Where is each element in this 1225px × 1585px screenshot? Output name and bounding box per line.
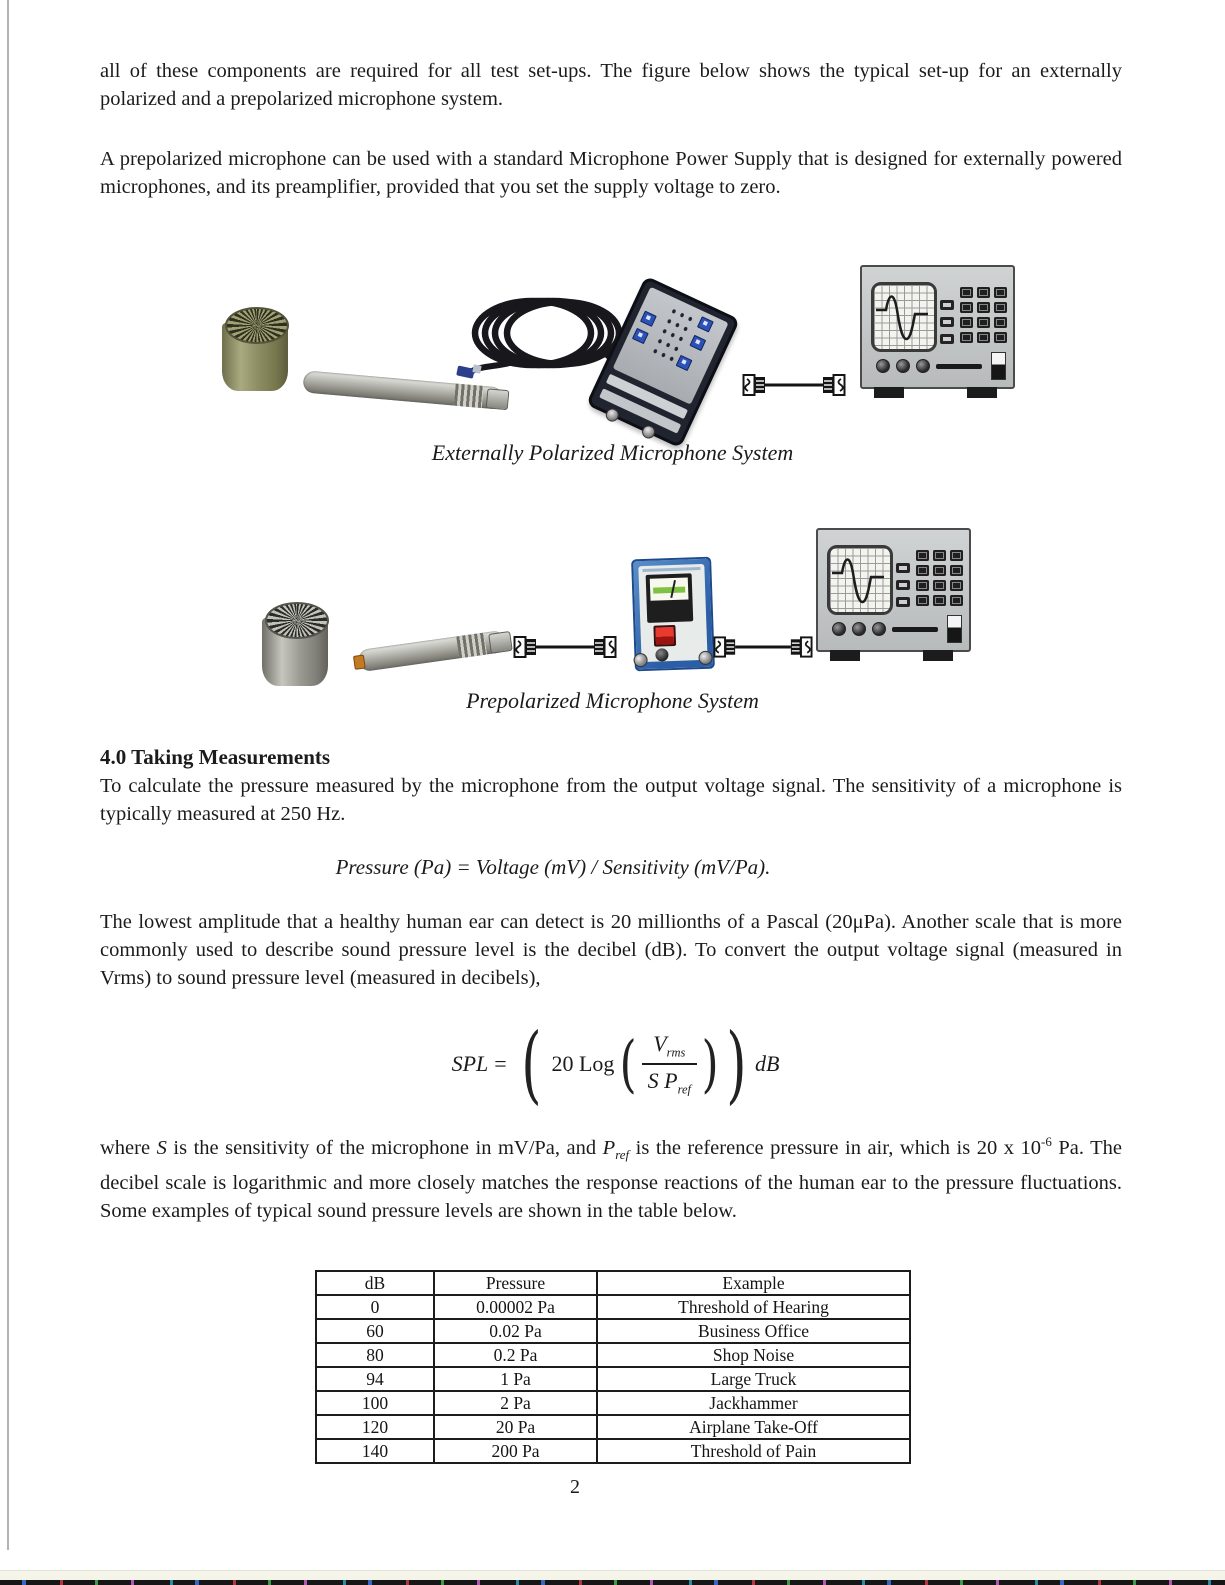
- analyzer-knob: [832, 622, 846, 636]
- analyzer-soft-button: [940, 317, 954, 327]
- bnc-connector-icon: [791, 637, 812, 656]
- scan-bottom-band: [0, 1570, 1225, 1580]
- figure-externally-polarized: [0, 255, 1225, 455]
- page-number: 2: [570, 1476, 580, 1498]
- analyzer-foot: [874, 387, 904, 398]
- intro-paragraph-2: A prepolarized microphone can be used with a standard Microphone Power Supply that is designed for externally powered microphones, and its preamplifier, provided that you set the supply voltage to zero.: [100, 148, 1122, 198]
- bnc-cable: [513, 632, 617, 662]
- analyzer-knob: [852, 622, 866, 636]
- preamp-connector-tip: [488, 631, 513, 654]
- waveform-trace: [830, 548, 886, 608]
- device-label: [642, 567, 700, 572]
- signal-analyzer: [860, 265, 1015, 389]
- red-power-switch: [653, 625, 676, 647]
- analog-meter: [646, 573, 694, 623]
- table-row: 120 20 Pa Airplane Take-Off: [316, 1415, 910, 1439]
- analyzer-slot: [936, 364, 982, 369]
- waveform-trace: [874, 285, 930, 345]
- analyzer-power-switch: [991, 352, 1006, 380]
- intro-paragraph-1: all of these components are required for all test set-ups. The figure below shows the typical set-up for an externally polarized and a prepolarized microphone system.: [100, 60, 1122, 110]
- power-supply-button: [676, 355, 693, 371]
- equals-sign: =: [494, 1051, 507, 1076]
- scan-noise-strip: [0, 1580, 1225, 1585]
- analyzer-soft-button: [940, 334, 954, 344]
- power-supply-button: [689, 335, 706, 351]
- spl-lhs: SPL: [451, 1051, 489, 1076]
- figure-prepolarized: [0, 520, 1225, 695]
- preamp-connector-tip: [486, 388, 510, 410]
- microphone-capsule: [222, 307, 288, 391]
- col-header-pressure: Pressure: [434, 1271, 597, 1295]
- bnc-output-jack: [640, 423, 657, 440]
- right-parenthesis: ): [726, 1015, 747, 1113]
- preamp-collar: [454, 384, 484, 408]
- spl-formula: [0, 1016, 1225, 1112]
- bnc-output-jack: [604, 406, 621, 423]
- preamp-contact-pin: [353, 655, 366, 670]
- table-row: 94 1 Pa Large Truck: [316, 1367, 910, 1391]
- analyzer-keypad: [916, 550, 963, 606]
- analyzer-knob: [876, 359, 890, 373]
- analyzer-front-panel: [816, 528, 971, 652]
- bnc-connector-icon: [594, 637, 616, 657]
- analyzer-power-switch: [947, 615, 962, 643]
- analyzer-foot: [967, 387, 997, 398]
- spl-coefficient: 20 Log: [551, 1051, 615, 1076]
- col-header-example: Example: [597, 1271, 910, 1295]
- analyzer-knob: [872, 622, 886, 636]
- analyzer-keypad: [960, 287, 1007, 343]
- left-parenthesis: (: [520, 1015, 542, 1113]
- pressure-formula: Pressure (Pa) = Voltage (mV) / Sensitivity (mV/Pa).: [335, 855, 771, 879]
- analyzer-screen: [871, 282, 937, 352]
- figure1-caption: Externally Polarized Microphone System: [431, 440, 794, 465]
- power-supply-button: [632, 328, 649, 344]
- microphone-grid-cap: [265, 602, 329, 639]
- analyzer-knob: [896, 359, 910, 373]
- analyzer-knob: [916, 359, 930, 373]
- pref-symbol: P: [602, 1136, 616, 1159]
- microphone-preamplifier: [357, 630, 507, 672]
- spl-unit: dB: [754, 1051, 780, 1076]
- analyzer-front-panel: [860, 265, 1015, 389]
- meter-dial: [650, 577, 689, 600]
- table-row: 0 0.00002 Pa Threshold of Hearing: [316, 1295, 910, 1319]
- table-row: 80 0.2 Pa Shop Noise: [316, 1343, 910, 1367]
- measurements-paragraph-3: where S is the sensitivity of the microphone in mV/Pa, and $P_{ref}$ is the reference pressure in air, which is 20 x $10^{-6}$ Pa. The decibel scale is logarithmic and more closely matches the response reactions of the human ear to the pressure fluctuations. Some examples of typical sound pressure levels are shown in the table below.: [100, 1134, 1122, 1222]
- table-row: 140 200 Pa Threshold of Pain: [316, 1439, 910, 1463]
- bnc-cable: [742, 370, 846, 400]
- analyzer-soft-button: [896, 580, 910, 590]
- sound-pressure-level-table: [315, 1270, 911, 1464]
- figure2-caption: Prepolarized Microphone System: [466, 688, 759, 713]
- analyzer-soft-button: [896, 563, 910, 573]
- col-header-db: dB: [316, 1271, 434, 1295]
- power-supply-button: [640, 311, 657, 327]
- scan-edge-line: [7, 0, 9, 1550]
- microphone-grid-cap: [225, 307, 289, 344]
- spl-denominator: S $P_{ref}$: [642, 1063, 697, 1097]
- prepolarized-power-supply: [631, 557, 715, 672]
- table-row: 100 2 Pa Jackhammer: [316, 1391, 910, 1415]
- spl-fraction: [642, 1031, 697, 1098]
- analyzer-screen: [827, 545, 893, 615]
- preamp-collar: [456, 633, 487, 659]
- signal-analyzer: [816, 528, 971, 652]
- bnc-jack: [633, 653, 647, 667]
- power-supply-face: [638, 564, 707, 662]
- bnc-cable: [713, 632, 813, 662]
- analyzer-foot: [923, 650, 953, 661]
- spl-numerator: $V_{rms}$: [653, 1030, 686, 1059]
- analyzer-soft-button: [940, 300, 954, 310]
- sensitivity-symbol: S: [156, 1136, 167, 1159]
- table-header-row: [316, 1271, 910, 1295]
- bnc-connector-icon: [714, 637, 735, 656]
- analyzer-soft-button: [896, 597, 910, 607]
- bnc-connector-icon: [823, 375, 845, 395]
- left-parenthesis: (: [620, 1027, 637, 1100]
- right-parenthesis: ): [701, 1027, 719, 1100]
- section-heading: 4.0 Taking Measurements: [100, 745, 331, 769]
- bnc-connector-icon: [515, 637, 537, 657]
- table-row: 60 0.02 Pa Business Office: [316, 1319, 910, 1343]
- measurements-paragraph-1: To calculate the pressure measured by the microphone from the output voltage signal. The sensitivity of a microphone is typically measured at 250 Hz.: [100, 775, 1122, 825]
- power-supply-button: [697, 316, 714, 332]
- bnc-jack: [698, 651, 712, 665]
- bnc-connector-icon: [744, 375, 766, 395]
- analyzer-foot: [830, 650, 860, 661]
- measurements-paragraph-2: The lowest amplitude that a healthy human ear can detect is 20 millionths of a Pascal (20μPa). Another scale that is more commonly used to describe sound pressure level is the decibel (dB). To convert the output voltage signal (measured in Vrms) to sound pressure level (measured in decibels),: [100, 911, 1122, 989]
- meter-green-scale: [653, 587, 685, 594]
- microphone-capsule: [262, 602, 328, 686]
- analyzer-slot: [892, 627, 938, 632]
- gain-knob: [655, 648, 668, 661]
